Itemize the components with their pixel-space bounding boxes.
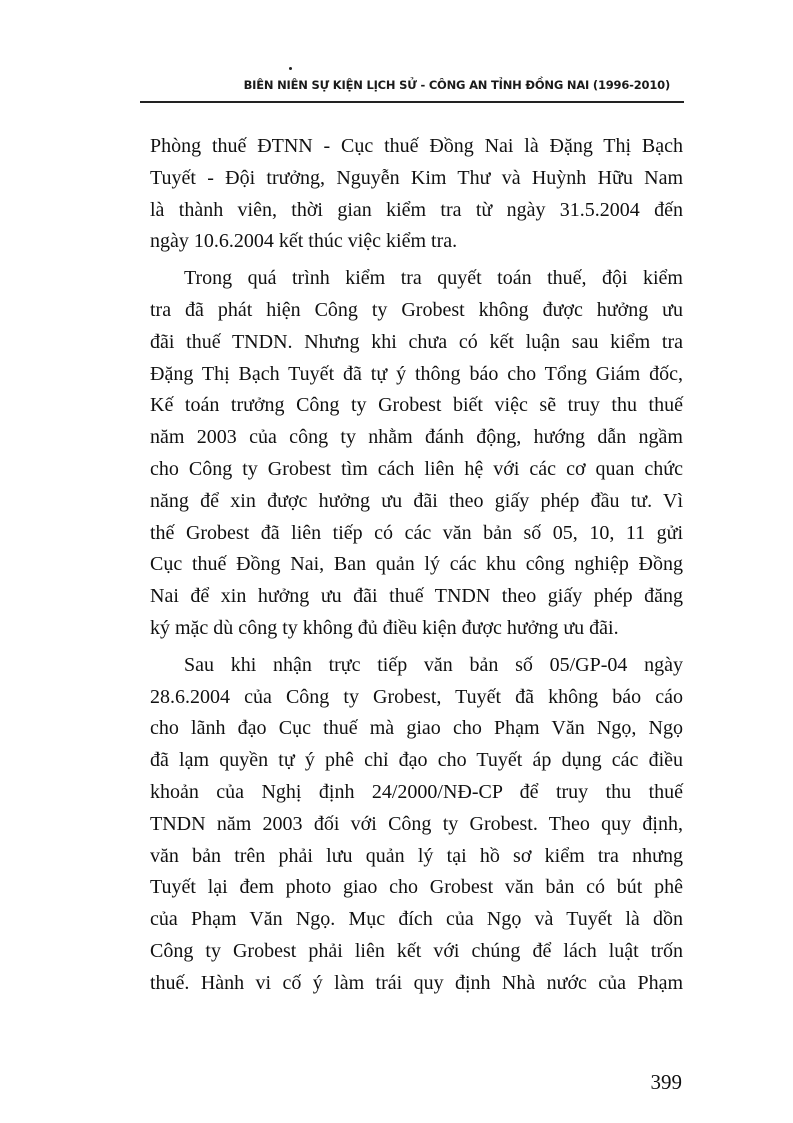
text-line: Nai để xin hưởng ưu đãi thuế TNDN theo giấy phép đăng [150, 585, 683, 608]
text-line: Tuyết - Đội trưởng, Nguyễn Kim Thư và Huỳnh Hữu Nam [150, 166, 683, 189]
text-line: 28.6.2004 của Công ty Grobest, Tuyết đã không báo cáo [150, 685, 683, 708]
text-line: Công ty Grobest phải liên kết với chúng để lách luật trốn [150, 939, 683, 962]
text-line: TNDN năm 2003 đối với Công ty Grobest. Theo quy định, [150, 812, 683, 835]
text-line: năm 2003 của công ty nhằm đánh động, hướng dẫn ngầm [150, 426, 683, 449]
text-line: khoản của Nghị định 24/2000/NĐ-CP để truy thu thuế [150, 780, 683, 803]
page-number: 399 [650, 1070, 682, 1094]
text-line: của Phạm Văn Ngọ. Mục đích của Ngọ và Tuyết là dồn [150, 908, 683, 931]
text-line: Tuyết lại đem photo giao cho Grobest văn bản có bút phê [150, 876, 683, 899]
text-line: là thành viên, thời gian kiểm tra từ ngày 31.5.2004 đến [150, 198, 683, 221]
text-line: Kế toán trưởng Công ty Grobest biết việc sẽ truy thu thuế [150, 394, 683, 417]
text-line: cho Công ty Grobest tìm cách liên hệ với các cơ quan chức [150, 457, 683, 480]
text-line: đã lạm quyền tự ý phê chỉ đạo cho Tuyết áp dụng các điều [150, 749, 683, 772]
header-rule [140, 101, 684, 103]
text-line: đãi thuế TNDN. Nhưng khi chưa có kết luận sau kiểm tra [150, 330, 683, 353]
text-line: Đặng Thị Bạch Tuyết đã tự ý thông báo cho Tổng Giám đốc, [150, 362, 683, 385]
scan-speck [289, 67, 292, 70]
text-line: Sau khi nhận trực tiếp văn bản số 05/GP-04 ngày [184, 653, 683, 676]
text-line: thế Grobest đã liên tiếp có các văn bản số 05, 10, 11 gửi [150, 521, 683, 544]
body-text [150, 131, 683, 1005]
paragraph [150, 131, 683, 258]
text-line: năng để xin được hưởng ưu đãi theo giấy phép đầu tư. Vì [150, 489, 683, 512]
text-line: thuế. Hành vi cố ý làm trái quy định Nhà nước của Phạm [150, 971, 683, 994]
running-head: BIÊN NIÊN SỰ KIỆN LỊCH SỬ - CÔNG AN TỈNH ĐỒNG NAI (1996-2010) [243, 78, 670, 92]
paragraph [150, 650, 683, 1000]
text-line: tra đã phát hiện Công ty Grobest không được hưởng ưu [150, 298, 683, 321]
paragraph [150, 263, 683, 645]
text-line: ngày 10.6.2004 kết thúc việc kiểm tra. [150, 230, 458, 253]
text-line: Trong quá trình kiểm tra quyết toán thuế, đội kiểm [184, 267, 683, 290]
text-line: Phòng thuế ĐTNN - Cục thuế Đồng Nai là Đặng Thị Bạch [150, 135, 683, 157]
text-line: văn bản trên phải lưu quản lý tại hồ sơ kiểm tra nhưng [150, 844, 683, 867]
text-line: cho lãnh đạo Cục thuế mà giao cho Phạm Văn Ngọ, Ngọ [150, 717, 683, 740]
text-line: Cục thuế Đồng Nai, Ban quản lý các khu công nghiệp Đồng [150, 553, 683, 576]
text-line: ký mặc dù công ty không đủ điều kiện được hưởng ưu đãi. [150, 616, 619, 639]
